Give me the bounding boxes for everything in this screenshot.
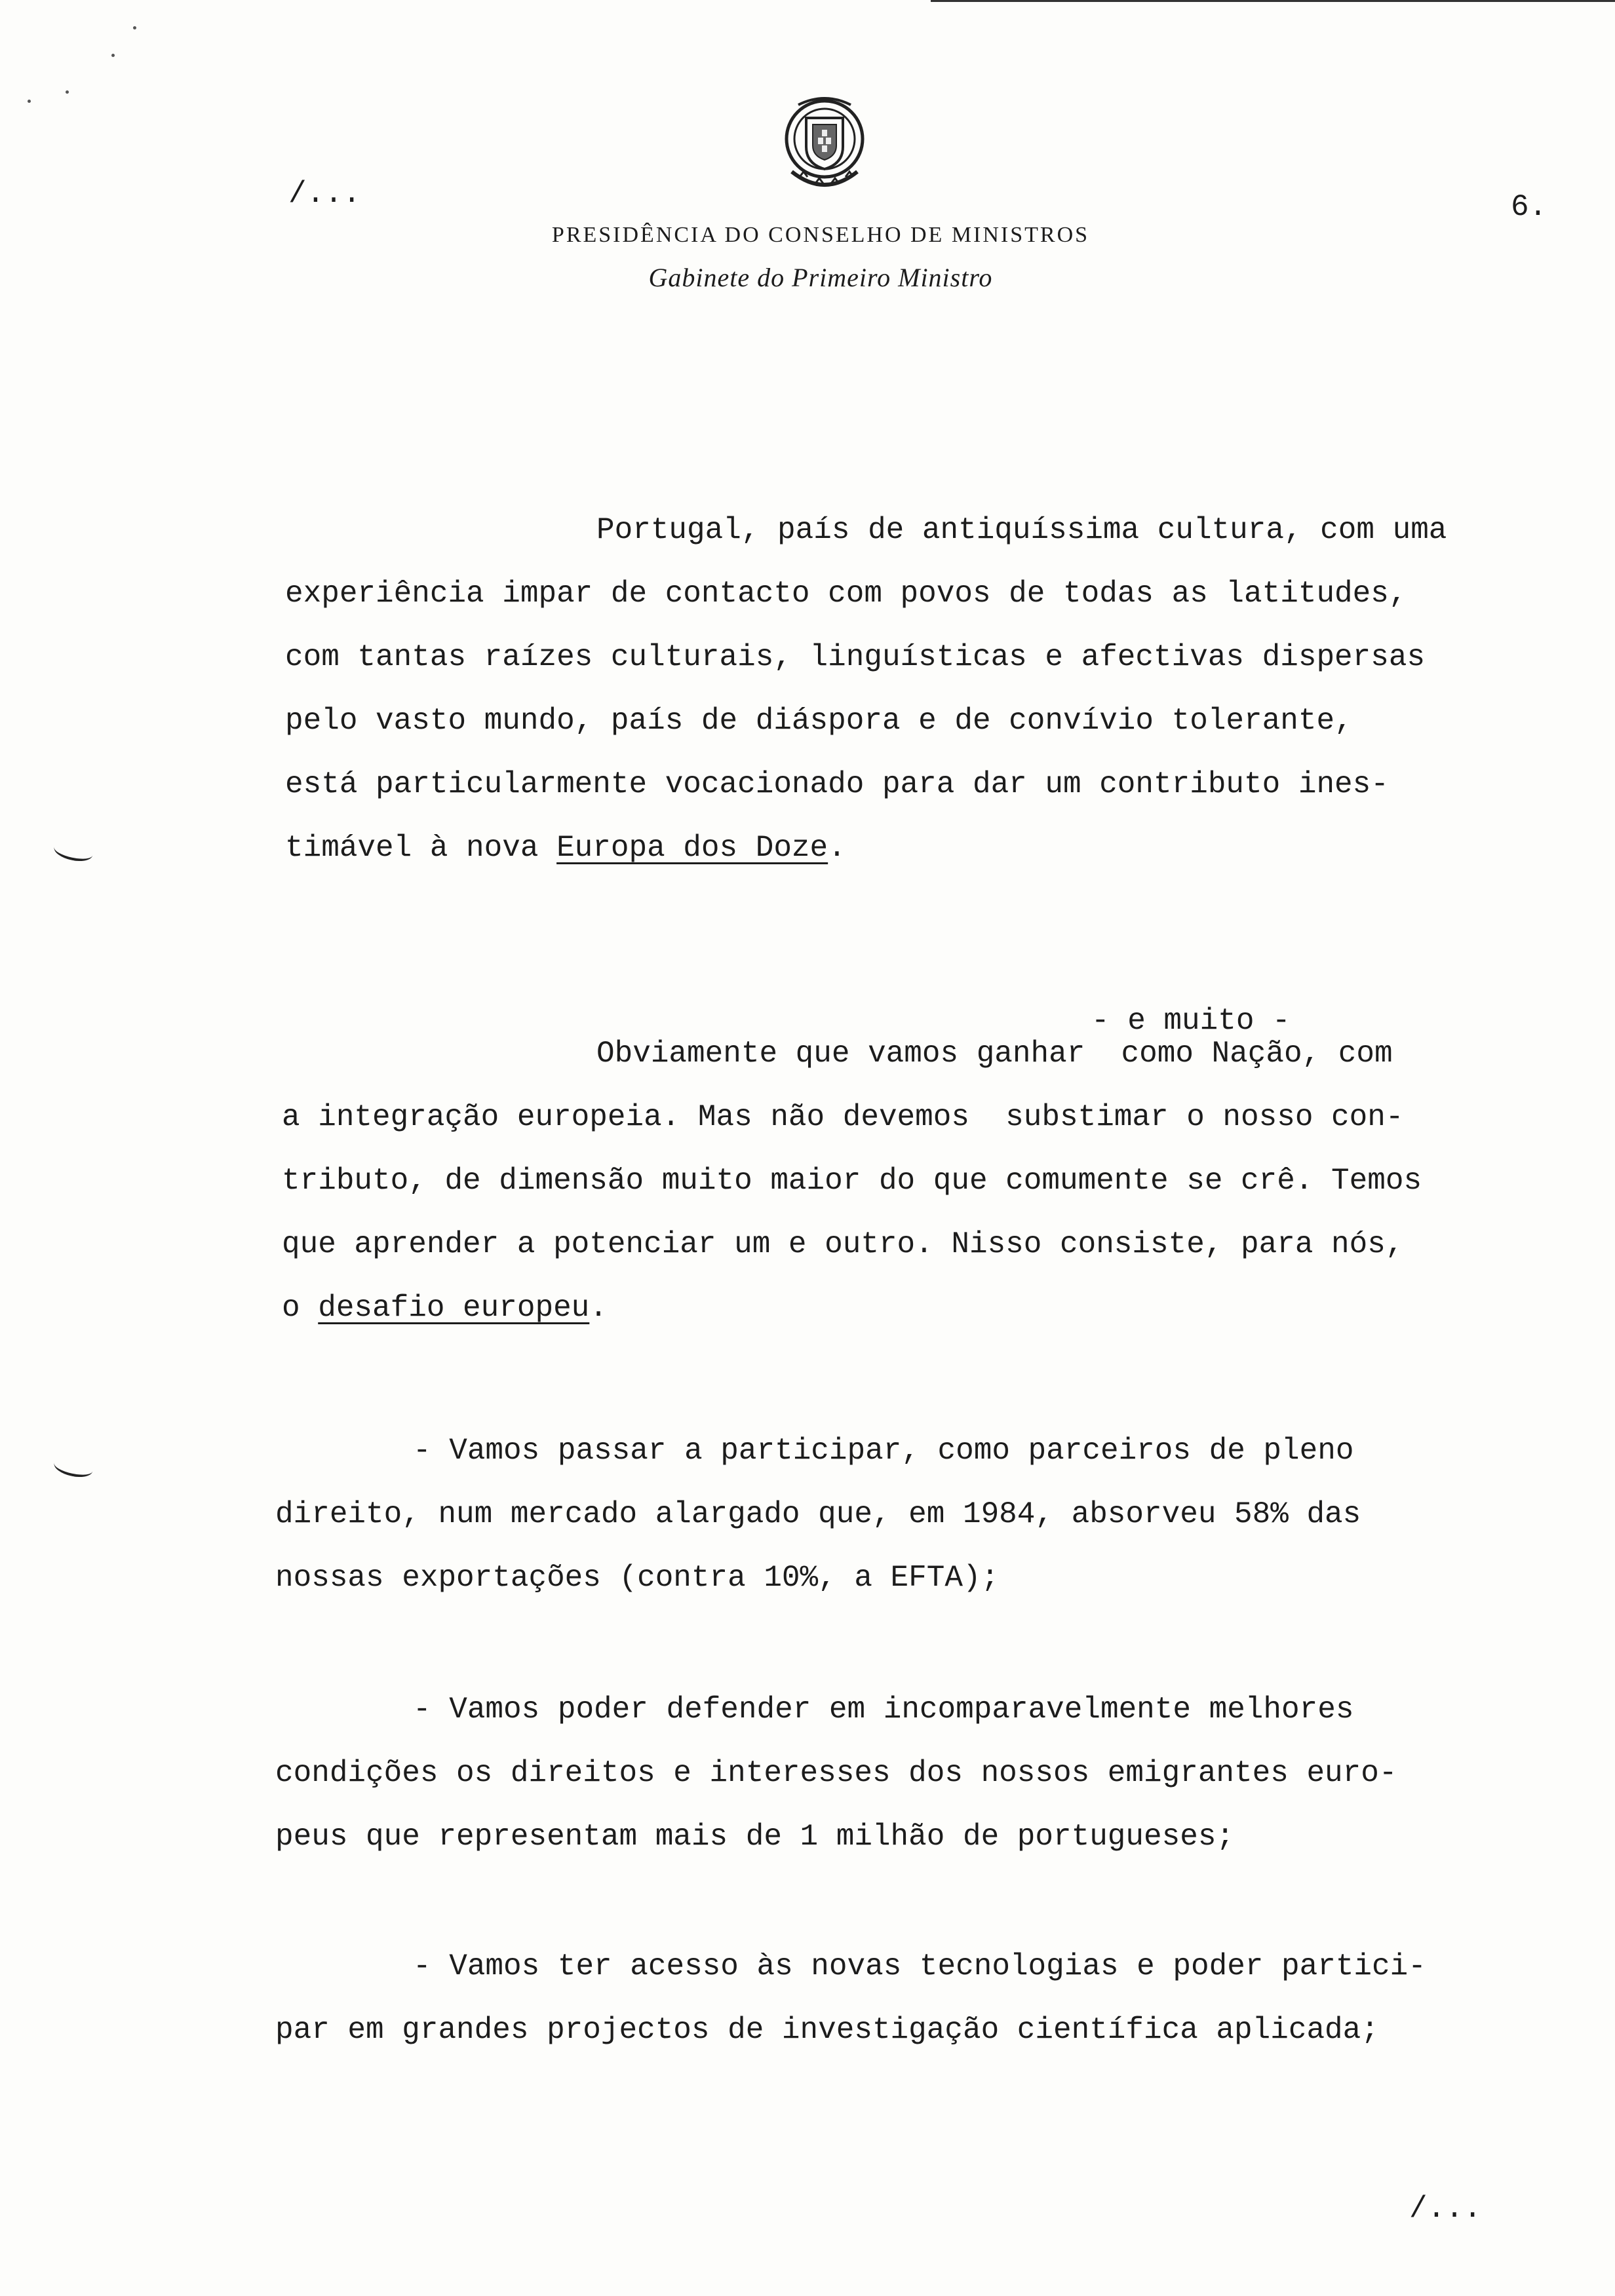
- paragraph-text: .: [828, 831, 846, 865]
- office-title: PRESIDÊNCIA DO CONSELHO DE MINISTROS: [551, 223, 1090, 247]
- bullet-line: - Vamos poder defender em incomparavelmente melhores: [413, 1693, 1354, 1727]
- margin-check-mark: [52, 1454, 95, 1480]
- paragraph-line: Obviamente que vamos ganhar como Nação, com: [596, 1037, 1393, 1071]
- scan-speck: [111, 54, 115, 57]
- bullet-line: nossas exportações (contra 10%, a EFTA);: [275, 1561, 1000, 1595]
- paragraph-line: Portugal, país de antiquíssima cultura, com uma: [596, 513, 1447, 547]
- bullet-line: direito, num mercado alargado que, em 1984, absorveu 58% das: [275, 1497, 1361, 1531]
- bullet-line: - Vamos passar a participar, como parceiros de pleno: [413, 1434, 1354, 1468]
- paragraph-last-line: [285, 831, 846, 865]
- coat-of-arms-seal: [772, 93, 877, 204]
- paragraph-line: a integração europeia. Mas não devemos substimar o nosso con-: [282, 1100, 1404, 1134]
- paragraph-text: .: [589, 1291, 608, 1325]
- scan-speck: [133, 26, 136, 29]
- paragraph-text: o: [282, 1291, 319, 1325]
- handwritten-insertion: - e muito -: [1091, 1004, 1291, 1038]
- paragraph-line: tributo, de dimensão muito maior do que comumente se crê. Temos: [282, 1164, 1422, 1198]
- underlined-phrase-europa-dos-doze: Europa dos Doze: [556, 831, 828, 865]
- paragraph-text: timável à nova: [285, 831, 557, 865]
- cabinet-subtitle: Gabinete do Primeiro Ministro: [648, 263, 993, 292]
- paragraph-line: com tantas raízes culturais, linguísticas e afectivas dispersas: [285, 640, 1426, 674]
- bullet-line: condições os direitos e interesses dos nossos emigrantes euro-: [275, 1756, 1397, 1790]
- scan-speck: [66, 90, 69, 94]
- paragraph-line: pelo vasto mundo, país de diáspora e de convívio tolerante,: [285, 704, 1353, 738]
- footer-continuation-mark: /...: [1409, 2192, 1482, 2226]
- bullet-line: peus que representam mais de 1 milhão de portugueses;: [275, 1820, 1235, 1854]
- bullet-line: par em grandes projectos de investigação científica aplicada;: [275, 2013, 1379, 2047]
- paragraph-line: que aprender a potenciar um e outro. Nisso consiste, para nós,: [282, 1227, 1404, 1261]
- top-edge-rule: [931, 0, 1615, 2]
- scan-speck: [28, 100, 31, 103]
- page-number: 6.: [1511, 190, 1547, 224]
- paragraph-line: experiência impar de contacto com povos de todas as latitudes,: [285, 577, 1407, 611]
- underlined-phrase-desafio-europeu: desafio europeu: [318, 1291, 590, 1325]
- bullet-line: - Vamos ter acesso às novas tecnologias e poder partici-: [413, 1949, 1426, 1983]
- paragraph-line: está particularmente vocacionado para dar um contributo ines-: [285, 767, 1389, 801]
- paragraph-last-line: [282, 1291, 608, 1325]
- header-continuation-mark: /...: [288, 177, 361, 211]
- margin-check-mark: [52, 838, 95, 864]
